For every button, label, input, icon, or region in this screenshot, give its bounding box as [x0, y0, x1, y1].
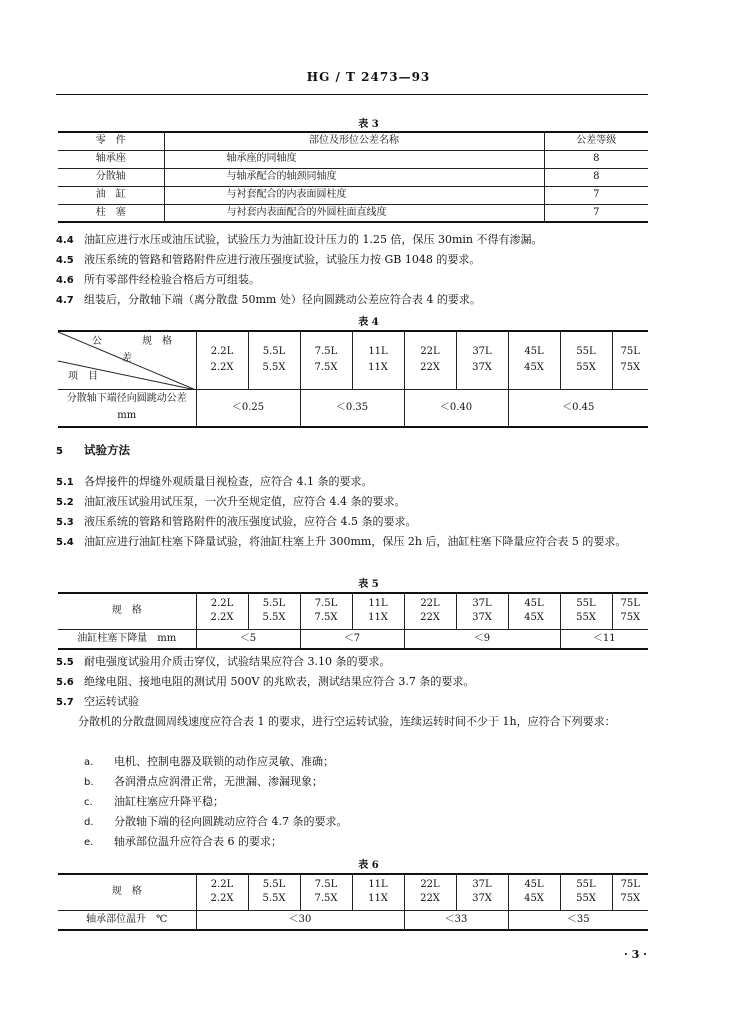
table3-cell: 与衬套配合的内表面圆柱度	[164, 186, 544, 204]
clause-text: 所有零部件经检验合格后方可组装。	[84, 273, 260, 286]
section-heading	[56, 440, 650, 462]
table3-cell: 轴承座	[58, 150, 164, 168]
model-l: 5.5L	[262, 597, 286, 609]
table5-model	[508, 593, 560, 629]
table3-cell: 7	[544, 204, 648, 222]
model-x: 2.2X	[210, 612, 234, 624]
table5-value: ＜11	[560, 629, 648, 649]
paragraph-5-6	[56, 672, 650, 693]
table6	[58, 873, 648, 931]
list-item	[84, 752, 644, 773]
paragraph-5-7	[56, 692, 650, 713]
clause-number: 5.7	[56, 697, 74, 708]
row-label-unit: mm	[117, 409, 137, 421]
table5-model	[404, 593, 456, 629]
page-number: · 3 ·	[624, 948, 647, 961]
table5-spec-label: 规 格	[58, 593, 196, 629]
list-label: b.	[84, 777, 94, 788]
list-item	[84, 812, 644, 833]
table6-model	[560, 874, 612, 910]
table6-value: ＜33	[404, 910, 508, 930]
model-l: 55L	[576, 597, 596, 609]
clause-number: 5.3	[56, 517, 74, 528]
clause-number: 5.4	[56, 537, 74, 548]
table3-cell: 与轴承配合的轴颈同轴度	[164, 168, 544, 186]
model-l: 11L	[368, 878, 388, 890]
list-item	[84, 792, 644, 813]
model-l: 37L	[472, 597, 492, 609]
model-x: 11X	[368, 612, 388, 624]
paragraph-5-5	[56, 652, 650, 673]
table4-model	[404, 331, 456, 389]
table5-model	[248, 593, 300, 629]
list-item	[84, 832, 644, 853]
model-l: 45L	[524, 345, 544, 357]
table4-corner-cell	[58, 331, 196, 389]
model-x: 22X	[420, 893, 440, 905]
table5-caption: 表 5	[358, 579, 379, 590]
table5-model	[456, 593, 508, 629]
corner-label: 公	[92, 336, 102, 347]
clause-number: 5.2	[56, 497, 74, 508]
model-x: 55X	[576, 612, 596, 624]
table4-model	[508, 331, 560, 389]
paragraph-4-6	[56, 270, 650, 291]
model-x: 55X	[576, 362, 596, 374]
table5-model	[352, 593, 404, 629]
list-label: e.	[84, 837, 94, 848]
table4-value: ＜0.40	[404, 389, 508, 427]
corner-label: 项 目	[68, 371, 98, 382]
clause-number: 5.1	[56, 477, 74, 488]
table4-value: ＜0.45	[508, 389, 648, 427]
row-label-line: 分散轴下端径向圆跳动公差	[66, 393, 187, 405]
table3-cell: 8	[544, 168, 648, 186]
clause-text: 液压系统的管路和管路附件应进行液压强度试验，试验压力按 GB 1048 的要求。	[84, 253, 481, 266]
clause-text: 耐电强度试验用介质击穿仪，试验结果应符合 3.10 条的要求。	[84, 655, 391, 668]
model-x: 2.2X	[210, 893, 234, 905]
table3-cell: 分散轴	[58, 168, 164, 186]
corner-label: 规 格	[142, 336, 172, 347]
paragraph-5-4	[56, 532, 650, 553]
model-x: 37X	[472, 362, 492, 374]
table3-cell: 7	[544, 186, 648, 204]
model-x: 22X	[420, 612, 440, 624]
clause-text: 空运转试验	[84, 695, 139, 708]
clause-number: 4.4	[56, 235, 74, 246]
table3-header-grade: 公差等级	[544, 132, 648, 150]
model-x: 55X	[576, 893, 596, 905]
model-l: 11L	[368, 345, 388, 357]
list-text: 电机、控制电器及联锁的动作应灵敏、准确；	[114, 755, 334, 768]
table5-model	[560, 593, 612, 629]
paragraph-5-7-body: 分散机的分散盘圆周线速度应符合表 1 的要求，进行空运转试验，连续运转时间不少于 1h，应符合下列要求：	[78, 715, 616, 728]
model-x: 7.5X	[314, 362, 338, 374]
table3-cell: 油 缸	[58, 186, 164, 204]
table3-header-part: 零 件	[58, 132, 164, 150]
list-text: 各润滑点应润滑正常，无泄漏、渗漏现象；	[114, 775, 323, 788]
table4-caption: 表 4	[358, 317, 379, 328]
clause-text: 液压系统的管路和管路附件的液压强度试验，应符合 4.5 条的要求。	[84, 515, 417, 528]
clause-text: 组装后，分散轴下端（离分散盘 50mm 处）径向圆跳动公差应符合表 4 的要求。	[84, 293, 481, 306]
model-x: 11X	[368, 893, 388, 905]
table6-model	[612, 874, 648, 910]
table6-model	[456, 874, 508, 910]
table4-model	[612, 331, 648, 389]
model-l: 22L	[420, 345, 440, 357]
model-l: 5.5L	[262, 878, 286, 890]
table4-value: ＜0.25	[196, 389, 300, 427]
table5-model	[196, 593, 248, 629]
paragraph-5-2	[56, 492, 650, 513]
table6-value: ＜30	[196, 910, 404, 930]
table4-model	[196, 331, 248, 389]
table5-row-label: 油缸柱塞下降量 mm	[58, 629, 196, 649]
model-x: 2.2X	[210, 362, 234, 374]
paragraph-4-4	[56, 230, 650, 251]
list-text: 轴承部位温升应符合表 6 的要求；	[114, 835, 282, 848]
clause-text: 油缸液压试验用试压泵，一次升至规定值，应符合 4.4 条的要求。	[84, 495, 406, 508]
model-x: 45X	[524, 893, 544, 905]
model-l: 7.5L	[314, 878, 338, 890]
table6-model	[196, 874, 248, 910]
model-l: 37L	[472, 878, 492, 890]
clause-text: 油缸应进行水压或油压试验，试验压力为油缸设计压力的 1.25 倍，保压 30min 不得有渗漏。	[84, 233, 543, 246]
model-l: 75L	[620, 878, 640, 890]
clause-number: 4.5	[56, 255, 74, 266]
list-text: 分散轴下端的径向圆跳动应符合 4.7 条的要求。	[114, 815, 348, 828]
corner-label: 差	[122, 353, 132, 364]
table5-value: ＜9	[404, 629, 560, 649]
model-x: 75X	[620, 362, 641, 374]
model-l: 11L	[368, 597, 388, 609]
table5-model	[300, 593, 352, 629]
table6-spec-label: 规 格	[58, 874, 196, 910]
model-x: 45X	[524, 362, 544, 374]
paragraph-4-7	[56, 290, 650, 311]
model-x: 45X	[524, 612, 544, 624]
section-number: 5	[56, 446, 63, 457]
clause-number: 4.6	[56, 275, 74, 286]
model-x: 37X	[472, 612, 492, 624]
model-x: 5.5X	[262, 893, 286, 905]
table4-model	[248, 331, 300, 389]
table6-caption: 表 6	[358, 860, 379, 871]
model-x: 7.5X	[314, 612, 338, 624]
model-l: 22L	[420, 878, 440, 890]
table3-cell: 轴承座的同轴度	[164, 150, 544, 168]
clause-number: 5.6	[56, 677, 74, 688]
clause-text: 绝缘电阻、接地电阻的测试用 500V 的兆欧表，测试结果应符合 3.7 条的要求。	[84, 675, 475, 688]
table3	[58, 131, 648, 223]
model-l: 5.5L	[262, 345, 286, 357]
table5-value: ＜5	[196, 629, 300, 649]
table6-model	[404, 874, 456, 910]
table6-value: ＜35	[508, 910, 648, 930]
table6-model	[508, 874, 560, 910]
clause-number: 5.5	[56, 657, 74, 668]
table4-model	[300, 331, 352, 389]
paragraph-5-1	[56, 472, 650, 493]
list-label: a.	[84, 757, 94, 768]
model-x: 5.5X	[262, 612, 286, 624]
table5-value: ＜7	[300, 629, 404, 649]
model-x: 22X	[420, 362, 440, 374]
table4-model	[352, 331, 404, 389]
table3-caption: 表 3	[358, 119, 379, 130]
table4-row-label	[58, 389, 196, 427]
header-rule	[56, 94, 648, 95]
model-x: 75X	[620, 612, 641, 624]
model-x: 5.5X	[262, 362, 286, 374]
model-x: 11X	[368, 362, 388, 374]
model-x: 75X	[620, 893, 641, 905]
list-item	[84, 772, 644, 793]
table6-row-label: 轴承部位温升 ℃	[58, 910, 196, 930]
model-l: 45L	[524, 597, 544, 609]
list-label: d.	[84, 817, 94, 828]
model-l: 37L	[472, 345, 492, 357]
model-l: 7.5L	[314, 597, 338, 609]
table3-cell: 与衬套内表面配合的外圆柱面直线度	[164, 204, 544, 222]
paragraph-5-3	[56, 512, 650, 533]
table4	[58, 330, 648, 428]
table3-header-name: 部位及形位公差名称	[164, 132, 544, 150]
table5-model	[612, 593, 648, 629]
clause-number: 4.7	[56, 295, 74, 306]
table3-cell: 8	[544, 150, 648, 168]
model-l: 2.2L	[210, 345, 234, 357]
standard-code-header: HG / T 2473—93	[306, 70, 431, 84]
table4-model	[456, 331, 508, 389]
clause-text: 各焊接件的焊缝外观质量目视检查，应符合 4.1 条的要求。	[84, 475, 373, 488]
paragraph-4-5	[56, 250, 650, 271]
table4-model	[560, 331, 612, 389]
table6-model	[300, 874, 352, 910]
list-text: 油缸柱塞应升降平稳；	[114, 795, 224, 808]
table5	[58, 592, 648, 650]
model-x: 7.5X	[314, 893, 338, 905]
model-l: 55L	[576, 878, 596, 890]
table6-model	[352, 874, 404, 910]
section-title: 试验方法	[84, 443, 130, 457]
model-l: 75L	[620, 597, 640, 609]
table6-model	[248, 874, 300, 910]
model-x: 37X	[472, 893, 492, 905]
model-l: 55L	[576, 345, 596, 357]
table4-value: ＜0.35	[300, 389, 404, 427]
table3-cell: 柱 塞	[58, 204, 164, 222]
model-l: 2.2L	[210, 878, 234, 890]
model-l: 7.5L	[314, 345, 338, 357]
clause-text: 油缸应进行油缸柱塞下降量试验，将油缸柱塞上升 300mm，保压 2h 后，油缸柱塞下降量应符合表 5 的要求。	[84, 535, 627, 548]
model-l: 22L	[420, 597, 440, 609]
model-l: 2.2L	[210, 597, 234, 609]
model-l: 75L	[620, 345, 640, 357]
list-label: c.	[84, 797, 93, 808]
model-l: 45L	[524, 878, 544, 890]
